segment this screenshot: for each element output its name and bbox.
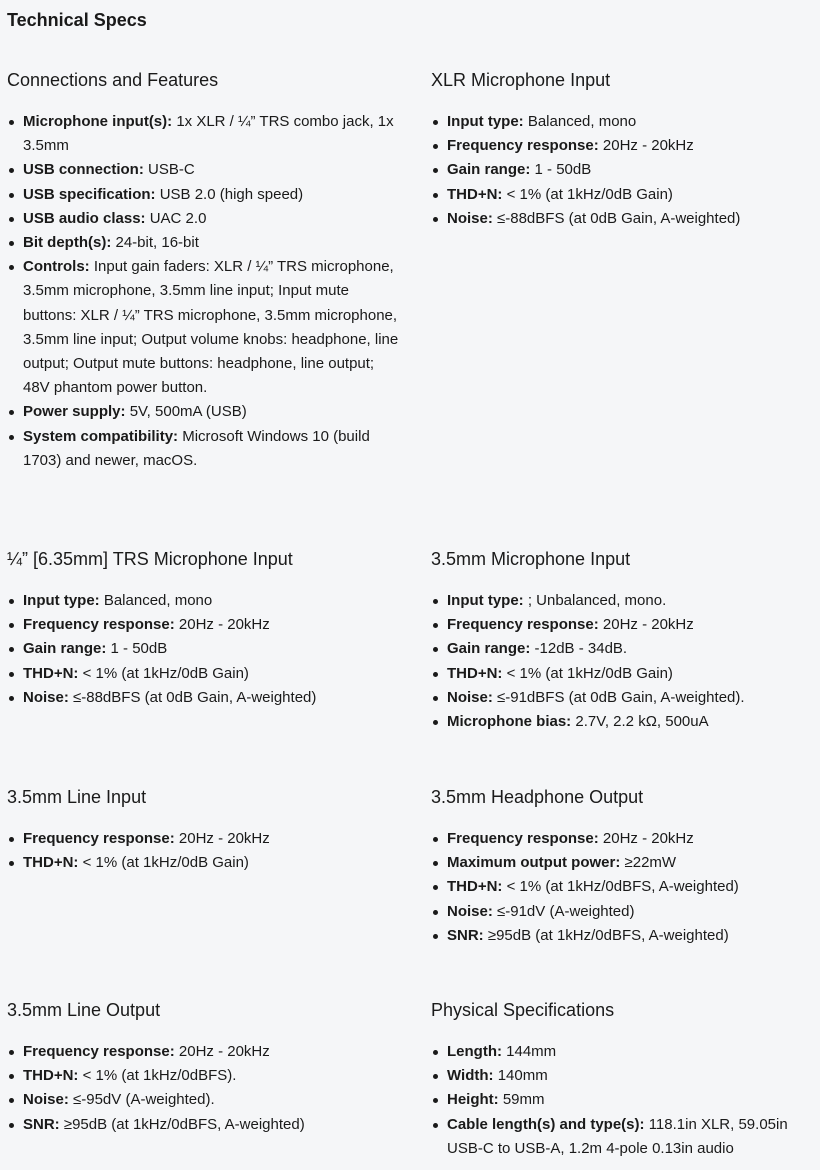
spec-value: 20Hz - 20kHz <box>602 137 694 155</box>
spec-value: 1 - 50dB <box>110 640 168 658</box>
spec-label: Gain range: <box>447 640 531 658</box>
spec-item <box>431 1113 816 1161</box>
spec-item <box>7 158 402 182</box>
spec-item <box>7 110 402 158</box>
spec-item <box>431 589 816 613</box>
spec-label: Input type: <box>447 592 524 609</box>
spec-value: 2.7V, 2.2 kΩ, 500uA <box>575 713 709 731</box>
spec-item <box>7 613 402 637</box>
spec-label: Frequency response: <box>23 1043 175 1060</box>
spec-value: ≤-88dBFS (at 0dB Gain, A-weighted) <box>73 688 317 706</box>
spec-item <box>431 710 816 734</box>
spec-label: THD+N: <box>447 878 503 896</box>
spec-value: 59mm <box>502 1091 545 1109</box>
spec-label: Input type: <box>447 113 524 130</box>
spec-list <box>431 110 816 231</box>
spec-value: Balanced, mono <box>527 113 637 130</box>
section-heading: Connections and Features <box>7 70 219 90</box>
spec-label: Frequency response: <box>23 616 175 634</box>
spec-value: 144mm <box>506 1043 557 1060</box>
spec-list <box>431 1040 816 1161</box>
section-3-5mm-line-input <box>7 786 402 875</box>
spec-item <box>431 851 816 875</box>
spec-item <box>7 1040 402 1064</box>
spec-label: Microphone input(s): <box>23 113 173 130</box>
spec-label: Power supply: <box>23 403 126 421</box>
spec-value: 1 - 50dB <box>534 161 592 179</box>
spec-item <box>7 255 402 400</box>
spec-label: Gain range: <box>23 640 107 658</box>
section-trs-microphone-input <box>7 548 402 710</box>
section-heading: Physical Specifications <box>431 1000 615 1020</box>
spec-label: Noise: <box>23 688 69 706</box>
spec-value: 20Hz - 20kHz <box>178 830 270 847</box>
spec-label: Height: <box>447 1091 499 1109</box>
spec-item <box>7 425 402 473</box>
spec-value: < 1% (at 1kHz/0dB Gain) <box>82 854 249 872</box>
spec-label: Frequency response: <box>447 137 599 155</box>
spec-label: Frequency response: <box>447 830 599 847</box>
spec-value: 140mm <box>497 1067 548 1085</box>
spec-item <box>431 1064 816 1088</box>
section-heading: 3.5mm Headphone Output <box>431 787 644 807</box>
page-title: Technical Specs <box>7 10 147 30</box>
spec-value: ≥95dB (at 1kHz/0dBFS, A-weighted) <box>487 926 729 944</box>
spec-label: Maximum output power: <box>447 854 621 872</box>
spec-label: Noise: <box>447 902 493 920</box>
spec-value: UAC 2.0 <box>149 209 207 227</box>
spec-value: 20Hz - 20kHz <box>602 830 694 847</box>
spec-label: Cable length(s) and type(s): <box>447 1115 645 1133</box>
spec-item <box>7 1113 402 1137</box>
spec-value: USB 2.0 (high speed) <box>159 185 304 203</box>
spec-value: -12dB - 34dB. <box>534 640 628 658</box>
spec-item <box>431 686 816 710</box>
spec-value: ≤-91dBFS (at 0dB Gain, A-weighted). <box>497 688 745 706</box>
spec-label: Noise: <box>23 1091 69 1109</box>
spec-value: < 1% (at 1kHz/0dB Gain) <box>82 664 249 682</box>
section-heading: 3.5mm Line Output <box>7 1000 161 1020</box>
spec-label: Frequency response: <box>447 616 599 634</box>
spec-label: Length: <box>447 1043 502 1060</box>
section-xlr-microphone-input <box>431 69 816 231</box>
spec-item <box>7 400 402 424</box>
spec-value: 20Hz - 20kHz <box>178 616 270 634</box>
section-3-5mm-microphone-input <box>431 548 816 734</box>
spec-item <box>431 900 816 924</box>
section-heading: XLR Microphone Input <box>431 70 611 90</box>
spec-item <box>431 662 816 686</box>
spec-item <box>431 207 816 231</box>
spec-item <box>431 1040 816 1064</box>
spec-item <box>431 1088 816 1112</box>
spec-item <box>7 851 402 875</box>
spec-item <box>431 827 816 851</box>
spec-value: ≥22mW <box>624 854 677 872</box>
spec-value: < 1% (at 1kHz/0dBFS, A-weighted) <box>506 878 739 896</box>
section-physical-specifications <box>431 999 816 1161</box>
section-heading: 3.5mm Line Input <box>7 787 147 807</box>
section-heading: 3.5mm Microphone Input <box>431 549 631 569</box>
spec-value: ≤-91dV (A-weighted) <box>497 902 635 920</box>
section-3-5mm-line-output <box>7 999 402 1137</box>
spec-item <box>431 924 816 948</box>
spec-label: Width: <box>447 1067 494 1085</box>
spec-label: THD+N: <box>447 185 503 203</box>
spec-item <box>7 662 402 686</box>
spec-label: THD+N: <box>23 854 79 872</box>
spec-list <box>431 589 816 734</box>
spec-label: Input type: <box>23 592 100 609</box>
spec-value: < 1% (at 1kHz/0dB Gain) <box>506 664 673 682</box>
spec-item <box>7 231 402 255</box>
spec-label: THD+N: <box>447 664 503 682</box>
spec-value: 20Hz - 20kHz <box>178 1043 270 1060</box>
section-heading: ¼” [6.35mm] TRS Microphone Input <box>7 549 293 569</box>
spec-item <box>7 1064 402 1088</box>
spec-label: USB connection: <box>23 161 144 179</box>
spec-value: ; Unbalanced, mono. <box>527 592 667 609</box>
spec-item <box>431 613 816 637</box>
spec-label: USB specification: <box>23 185 156 203</box>
spec-label: Gain range: <box>447 161 531 179</box>
spec-label: USB audio class: <box>23 209 146 227</box>
spec-value: 20Hz - 20kHz <box>602 616 694 634</box>
spec-list <box>7 827 402 875</box>
spec-list <box>7 110 402 473</box>
spec-value: 118.1in XLR, 59.05in USB-C to USB-A, 1.2m 4-pole 0.13in audio <box>447 1115 788 1157</box>
spec-label: THD+N: <box>23 664 79 682</box>
spec-list <box>431 827 816 948</box>
spec-item <box>431 158 816 182</box>
spec-item <box>431 110 816 134</box>
spec-item <box>7 686 402 710</box>
spec-item <box>7 589 402 613</box>
spec-value: Input gain faders: XLR / ¼” TRS microphone, 3.5mm microphone, 3.5mm line input; Input mute buttons: XLR / ¼” TRS microphone, 3.5mm microphone, 3.5mm line input; Output volume knobs: headphone, line output; Output mute buttons: headphone, line output; 48V phantom power button. <box>23 258 399 397</box>
spec-label: System compatibility: <box>23 427 179 445</box>
spec-value: ≤-88dBFS (at 0dB Gain, A-weighted) <box>497 209 741 227</box>
spec-item <box>431 134 816 158</box>
spec-value: 24-bit, 16-bit <box>115 234 199 252</box>
spec-list <box>7 589 402 710</box>
spec-value: 1x XLR / ¼” TRS combo jack, 1x 3.5mm <box>23 113 394 155</box>
spec-label: Noise: <box>447 688 493 706</box>
spec-value: ≤-95dV (A-weighted). <box>73 1091 215 1109</box>
spec-value: < 1% (at 1kHz/0dBFS). <box>82 1067 237 1085</box>
spec-value: 5V, 500mA (USB) <box>129 403 247 421</box>
spec-value: Balanced, mono <box>103 592 213 609</box>
spec-list <box>7 1040 402 1137</box>
spec-item <box>431 183 816 207</box>
spec-value: Microsoft Windows 10 (build 1703) and newer, macOS. <box>23 427 370 469</box>
spec-item <box>431 875 816 899</box>
spec-label: Frequency response: <box>23 830 175 847</box>
spec-value: ≥95dB (at 1kHz/0dBFS, A-weighted) <box>63 1115 305 1133</box>
spec-item <box>7 207 402 231</box>
spec-label: Noise: <box>447 209 493 227</box>
spec-value: USB-C <box>148 161 195 179</box>
spec-item <box>7 827 402 851</box>
section-3-5mm-headphone-output <box>431 786 816 948</box>
section-connections-and-features <box>7 69 402 473</box>
spec-item <box>7 183 402 207</box>
spec-label: SNR: <box>447 926 484 944</box>
spec-label: Bit depth(s): <box>23 234 112 252</box>
spec-label: SNR: <box>23 1115 60 1133</box>
spec-label: Microphone bias: <box>447 713 572 731</box>
spec-label: THD+N: <box>23 1067 79 1085</box>
spec-item <box>7 1088 402 1112</box>
spec-label: Controls: <box>23 258 90 276</box>
spec-value: < 1% (at 1kHz/0dB Gain) <box>506 185 673 203</box>
spec-item <box>7 637 402 661</box>
spec-item <box>431 637 816 661</box>
